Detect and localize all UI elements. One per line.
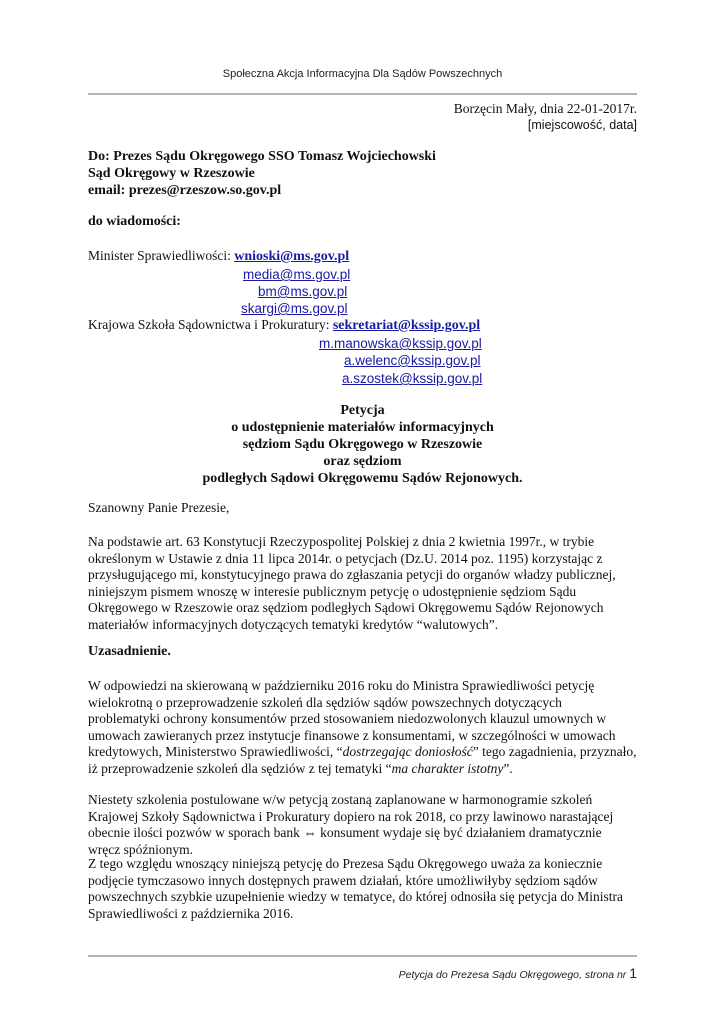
- footer-text: Petycja do Prezesa Sądu Okręgowego, strona nr: [398, 969, 630, 981]
- petition-title: [0, 402, 725, 487]
- email-link[interactable]: bm@ms.gov.pl: [258, 284, 348, 299]
- cc-kssip-row: [88, 317, 480, 334]
- paragraph-conclusion: Z tego względu wnoszący niniejszą petycję do Prezesa Sądu Okręgowego uważa za koniecznie podjęcie tymczasowo innych dostępnych prawem działań, które umożliwiłyby sędziom sądów powszechnych szybkie uzupełnienie wiedzy w tematyce, do której odnosiła się petycja do Ministra Sprawiedliwości z października 2016.: [88, 856, 623, 921]
- place-date-note: [miejscowość, data]: [527, 118, 637, 132]
- footer-divider: [88, 955, 637, 957]
- paragraph-justification: [88, 678, 637, 777]
- addressee-line-2: Sąd Okręgowy w Rzeszowie: [88, 166, 255, 181]
- quote-text: ma charakter istotny: [391, 760, 504, 776]
- salutation: Szanowny Panie Prezesie,: [88, 500, 230, 515]
- title-line-3: sędziom Sądu Okręgowego w Rzeszowie: [242, 437, 483, 452]
- page-footer: [399, 965, 637, 981]
- paragraph-intro: Na podstawie art. 63 Konstytucji Rzeczypospolitej Polskiej z dnia 2 kwietnia 1997r., w trybie określonym w Ustawie z dnia 11 lipca 2014r. o petycjach (Dz.U. 2014 poz. 1195) korzystając z przysługującego mi, konstytucyjnego prawa do zgłaszania petycji do organów władzy publicznej, niniejszym pismem wnoszę w interesie publicznym petycję o udostępnienie sędziom Sądu Okręgowego w Rzeszowie oraz sędziom podległych Sądowi Okręgowemu Sądów Rejonowych materiałów informacyjnych dotyczących tematyki kredytów “walutowych”.: [88, 534, 616, 632]
- email-link[interactable]: sekretariat@kssip.gov.pl: [332, 318, 481, 333]
- paragraph-text: ”.: [503, 760, 513, 776]
- email-link[interactable]: a.welenc@kssip.gov.pl: [344, 353, 481, 368]
- cc-heading: do wiadomości:: [88, 214, 181, 229]
- header-divider: [88, 93, 637, 95]
- title-line-5: podległych Sądowi Okręgowemu Sądów Rejonowych.: [202, 471, 523, 486]
- cc-minister-row: [88, 248, 349, 265]
- addressee-email: email: prezes@rzeszow.so.gov.pl: [88, 183, 282, 198]
- page-number: 1: [629, 965, 637, 981]
- quote-text: dostrzegając doniosłość: [342, 744, 473, 759]
- title-line-1: Petycja: [340, 403, 385, 418]
- place-date: Borzęcin Mały, dnia 22-01-2017r.: [453, 101, 637, 116]
- cc-kssip-label: Krajowa Szkoła Sądownictwa i Prokuratury:: [88, 317, 333, 332]
- place-date-block: [454, 100, 637, 134]
- email-link[interactable]: skargi@ms.gov.pl: [241, 301, 348, 316]
- paragraph-delay: Niestety szkolenia postulowane w/w petycją zostaną zaplanowane w harmonogramie szkoleń Krajowej Szkoły Sądownictwa i Prokuratury dopiero na rok 2018, co przy lawinowo narastającej obecnie ilości pozwów w sporach bank ⇔ konsument wydaje się być działaniem dramatycznie wręcz spóźnionym.: [88, 792, 614, 857]
- addressee-block: [88, 148, 436, 199]
- email-link[interactable]: a.szostek@kssip.gov.pl: [342, 371, 483, 386]
- paragraph-text: W odpowiedzi na skierowaną w październiku 2016 roku do Ministra Sprawiedliwości petycję wielokrotną o przeprowadzenie szkoleń dla sędziów sądów powszechnych dotyczących problematyki ochrony konsumentów przed stosowaniem niedozwolonych klauzul umownych w umowach zawieranych przez instytucje finansowe z konsumentami, w szczególności w umowach kredytowych, Ministerstwo Sprawiedliwości, “: [88, 678, 616, 759]
- email-link[interactable]: media@ms.gov.pl: [243, 267, 351, 282]
- title-line-4: oraz sędziom: [323, 454, 402, 469]
- addressee-line-1: Do: Prezes Sądu Okręgowego SSO Tomasz Wojciechowski: [88, 149, 436, 164]
- title-line-2: o udostępnienie materiałów informacyjnych: [231, 420, 494, 435]
- paragraph-text: ” tego zagadnienia, przyznało, iż przeprowadzenie szkoleń dla sędziów z tej tematyki “: [88, 744, 637, 776]
- email-link[interactable]: wnioski@ms.gov.pl: [234, 249, 350, 264]
- cc-minister-label: Minister Sprawiedliwości:: [88, 248, 235, 263]
- page-header: Społeczna Akcja Informacyjna Dla Sądów Powszechnych: [222, 68, 503, 80]
- email-link[interactable]: m.manowska@kssip.gov.pl: [319, 336, 482, 351]
- justification-heading: Uzasadnienie.: [88, 644, 171, 659]
